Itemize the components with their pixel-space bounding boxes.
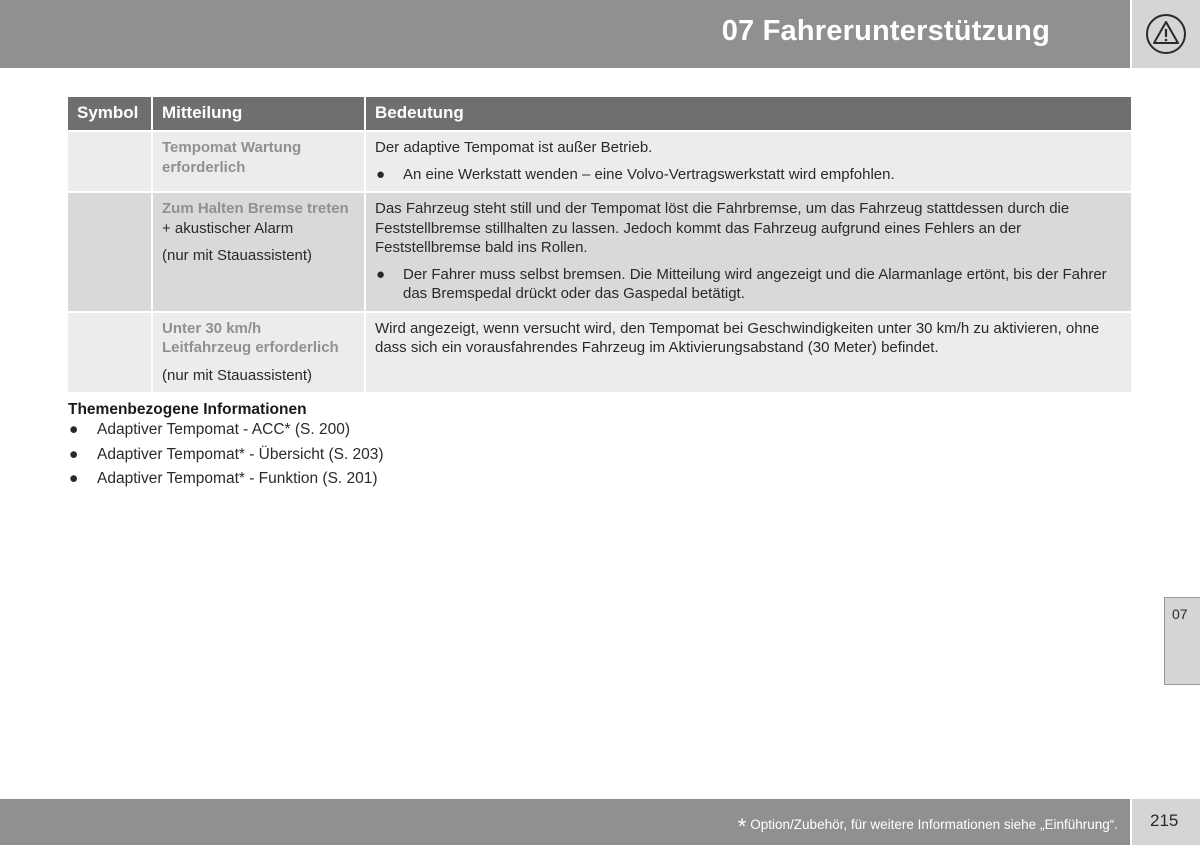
bullet-icon: ●	[69, 421, 79, 438]
bullet-icon: ●	[376, 165, 386, 183]
meaning-bullet	[375, 265, 1122, 304]
footer-note-text: Option/Zubehör, für weitere Informationen siehe „Einführung“.	[750, 817, 1118, 832]
footer-note	[738, 814, 1118, 840]
meaning-text: Das Fahrzeug steht still und der Tempomat löst die Fahrbremse, um das Fahrzeug stattdessen durch die Feststellbremse stillhalten zu lassen. Jedoch kommt das Fahrzeug aufgrund eines Fehlers an der Feststellbremse bald ins Rollen.	[375, 200, 1070, 256]
message-cell	[152, 192, 365, 312]
message-cell	[152, 312, 365, 394]
table-header-row	[68, 97, 1131, 131]
table-row	[68, 131, 1131, 192]
bullet-icon: ●	[376, 265, 386, 283]
meaning-cell	[365, 131, 1131, 192]
table-row	[68, 312, 1131, 394]
page-number: 215	[1150, 811, 1179, 830]
related-title: Themenbezogene Informationen	[68, 401, 307, 418]
chapter-side-tab[interactable]	[1164, 597, 1200, 685]
footer-star: *	[737, 814, 747, 839]
message-name: Tempomat Wartung erforderlich	[162, 139, 302, 176]
symbol-cell	[68, 131, 152, 192]
related-information	[68, 401, 384, 494]
bullet-icon: ●	[69, 445, 79, 463]
message-name: Zum Halten Bremse treten	[162, 200, 349, 217]
related-link-text: Adaptiver Tempomat* - Funktion (S. 201)	[97, 470, 378, 487]
chapter-header	[0, 0, 1130, 68]
bullet-text: An eine Werkstatt wenden – eine Volvo-Vertragswerkstatt wird empfohlen.	[403, 165, 895, 183]
meaning-text: Der adaptive Tempomat ist außer Betrieb.	[375, 139, 653, 156]
chapter-icon-box	[1132, 0, 1200, 68]
warning-triangle-icon	[1145, 13, 1187, 55]
column-header-message: Mitteilung	[152, 97, 365, 131]
message-cell	[152, 131, 365, 192]
page-footer	[0, 799, 1130, 845]
related-link-text: Adaptiver Tempomat* - Übersicht (S. 203)	[97, 445, 384, 463]
meaning-text: Wird angezeigt, wenn versucht wird, den Tempomat bei Geschwindigkeiten unter 30 km/h zu aktivieren, ohne dass sich ein vorausfahrendes Fahrzeug im Aktivierungsabstand (30 Meter) befindet.	[375, 319, 1100, 356]
symbol-cell	[68, 192, 152, 312]
related-link[interactable]	[68, 469, 384, 494]
meaning-cell	[365, 192, 1131, 312]
chapter-title: 07 Fahrerunterstützung	[721, 15, 1050, 47]
symbol-cell	[68, 312, 152, 394]
column-header-symbol: Symbol	[68, 97, 152, 131]
column-header-meaning: Bedeutung	[365, 97, 1131, 131]
message-suffix: + akustischer Alarm	[162, 219, 294, 237]
message-note: (nur mit Stauassistent)	[162, 247, 313, 264]
message-name: Unter 30 km/h Leitfahrzeug erforderlich	[162, 319, 339, 356]
related-link[interactable]	[68, 420, 384, 445]
chapter-side-tab-label: 07	[1172, 606, 1188, 622]
message-table	[68, 97, 1131, 394]
bullet-text: Der Fahrer muss selbst bremsen. Die Mitteilung wird angezeigt und die Alarmanlage ertönt, bis der Fahrer das Bremspedal drückt oder das Gaspedal betätigt.	[403, 265, 1107, 302]
page-number-box	[1132, 799, 1200, 845]
related-link-text: Adaptiver Tempomat - ACC* (S. 200)	[97, 421, 350, 438]
table-row	[68, 192, 1131, 312]
message-note: (nur mit Stauassistent)	[162, 366, 313, 384]
meaning-bullet	[375, 165, 1122, 185]
bullet-icon: ●	[69, 470, 79, 487]
related-link[interactable]	[68, 445, 384, 470]
meaning-cell	[365, 312, 1131, 394]
